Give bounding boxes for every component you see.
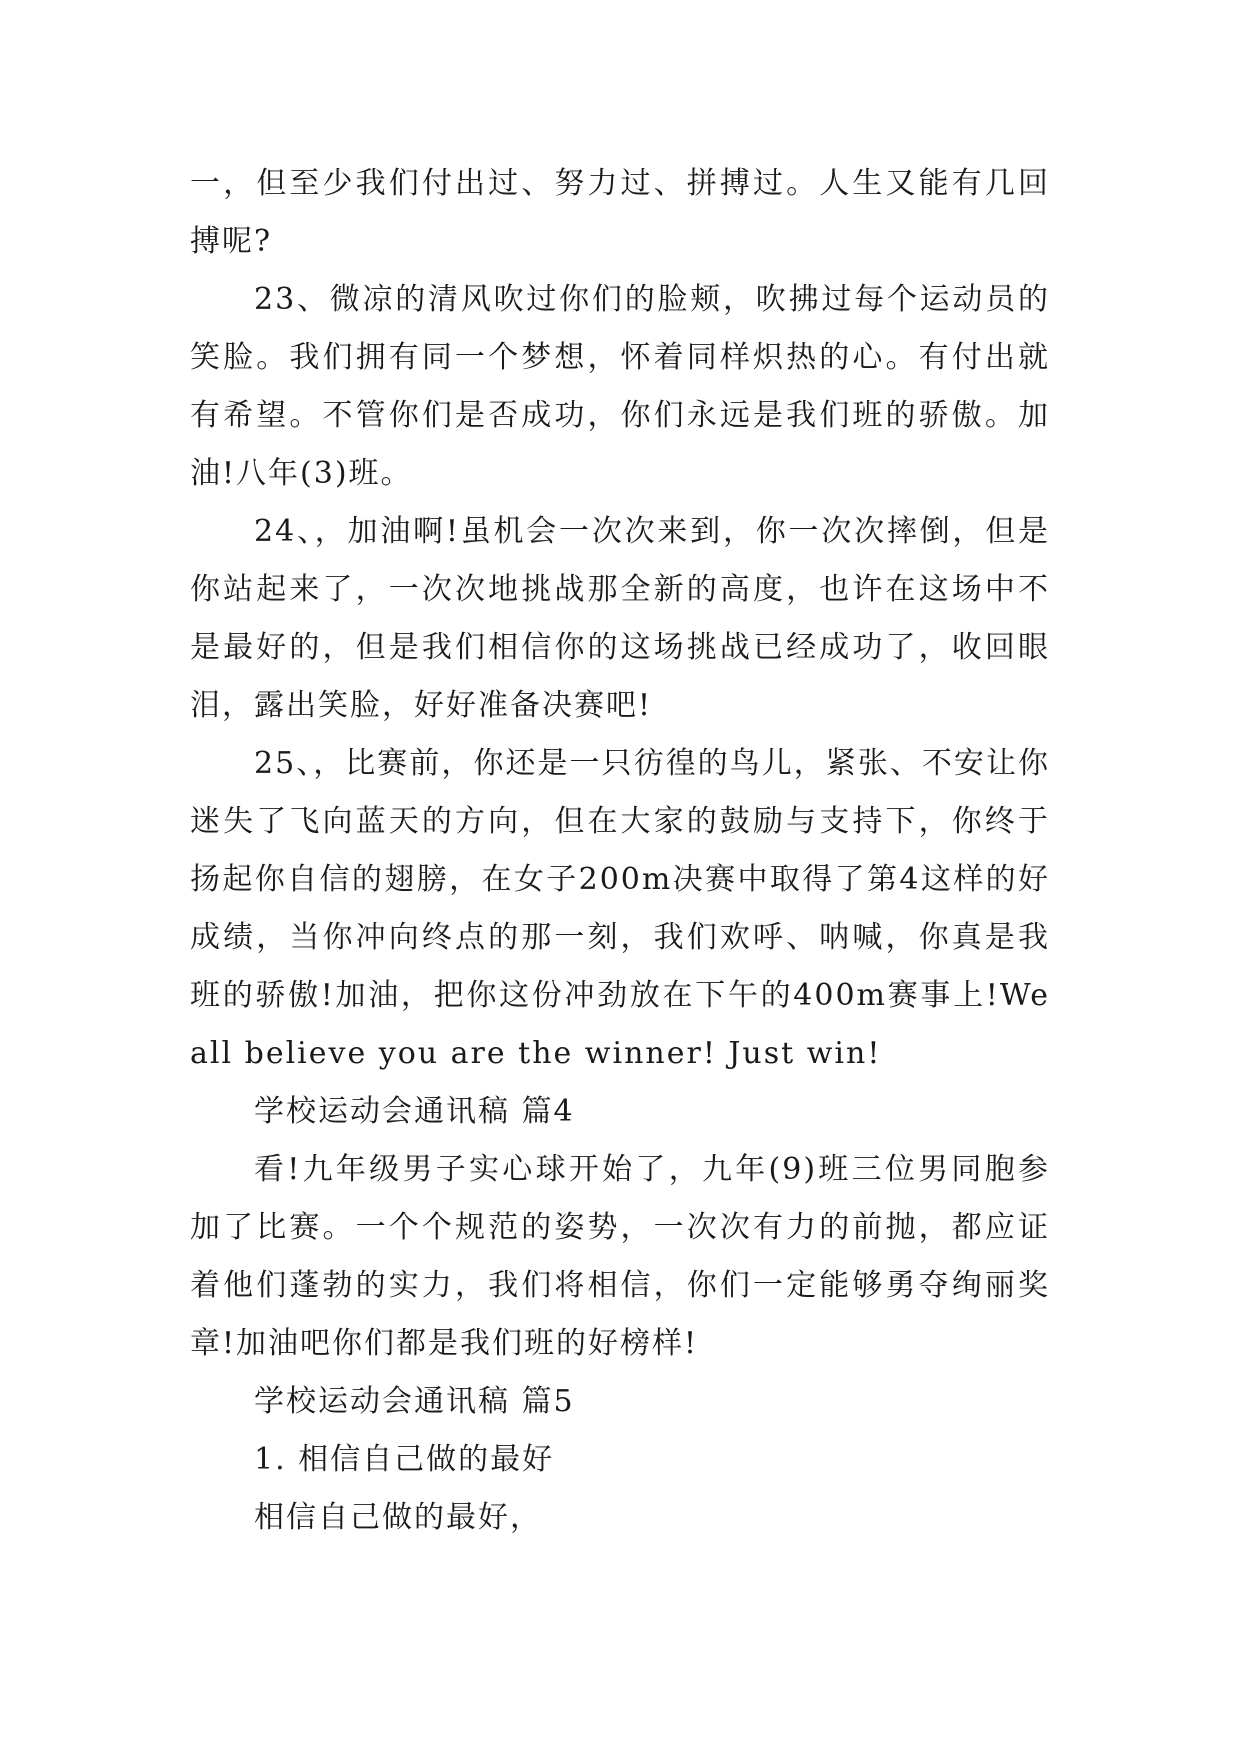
- paragraph-last: 相信自己做的最好，: [254, 1500, 542, 1535]
- paragraph-continuation: 一，但至少我们付出过、努力过、拼搏过。人生又能有几回搏呢?: [190, 166, 1050, 259]
- section-heading-4: 学校运动会通讯稿 篇4: [254, 1094, 575, 1129]
- paragraph-23: 23、微凉的清风吹过你们的脸颊，吹拂过每个运动员的笑脸。我们拥有同一个梦想，怀着同样炽热的心。有付出就有希望。不管你们是否成功，你们永远是我们班的骄傲。加油!八年(3)班。: [190, 282, 1050, 491]
- document-body: [190, 155, 1050, 1547]
- list-item-1: 1. 相信自己做的最好: [254, 1442, 555, 1477]
- paragraph-25: 25、，比赛前，你还是一只彷徨的鸟儿，紧张、不安让你迷失了飞向蓝天的方向，但在大家的鼓励与支持下，你终于扬起你自信的翅膀，在女子200m决赛中取得了第4这样的好成绩，当你冲向终点的那一刻，我们欢呼、呐喊，你真是我班的骄傲!加油，把你这份冲劲放在下午的400m赛事上!We all believe you are the winner! Just win!: [190, 746, 1050, 1071]
- paragraph-section-4: 看!九年级男子实心球开始了，九年(9)班三位男同胞参加了比赛。一个个规范的姿势，一次次有力的前抛，都应证着他们蓬勃的实力，我们将相信，你们一定能够勇夺绚丽奖章!加油吧你们都是我们班的好榜样!: [190, 1152, 1050, 1361]
- paragraph-24: 24、，加油啊!虽机会一次次来到，你一次次摔倒，但是你站起来了，一次次地挑战那全新的高度，也许在这场中不是最好的，但是我们相信你的这场挑战已经成功了，收回眼泪，露出笑脸，好好准备决赛吧!: [190, 514, 1050, 723]
- section-heading-5: 学校运动会通讯稿 篇5: [254, 1384, 575, 1419]
